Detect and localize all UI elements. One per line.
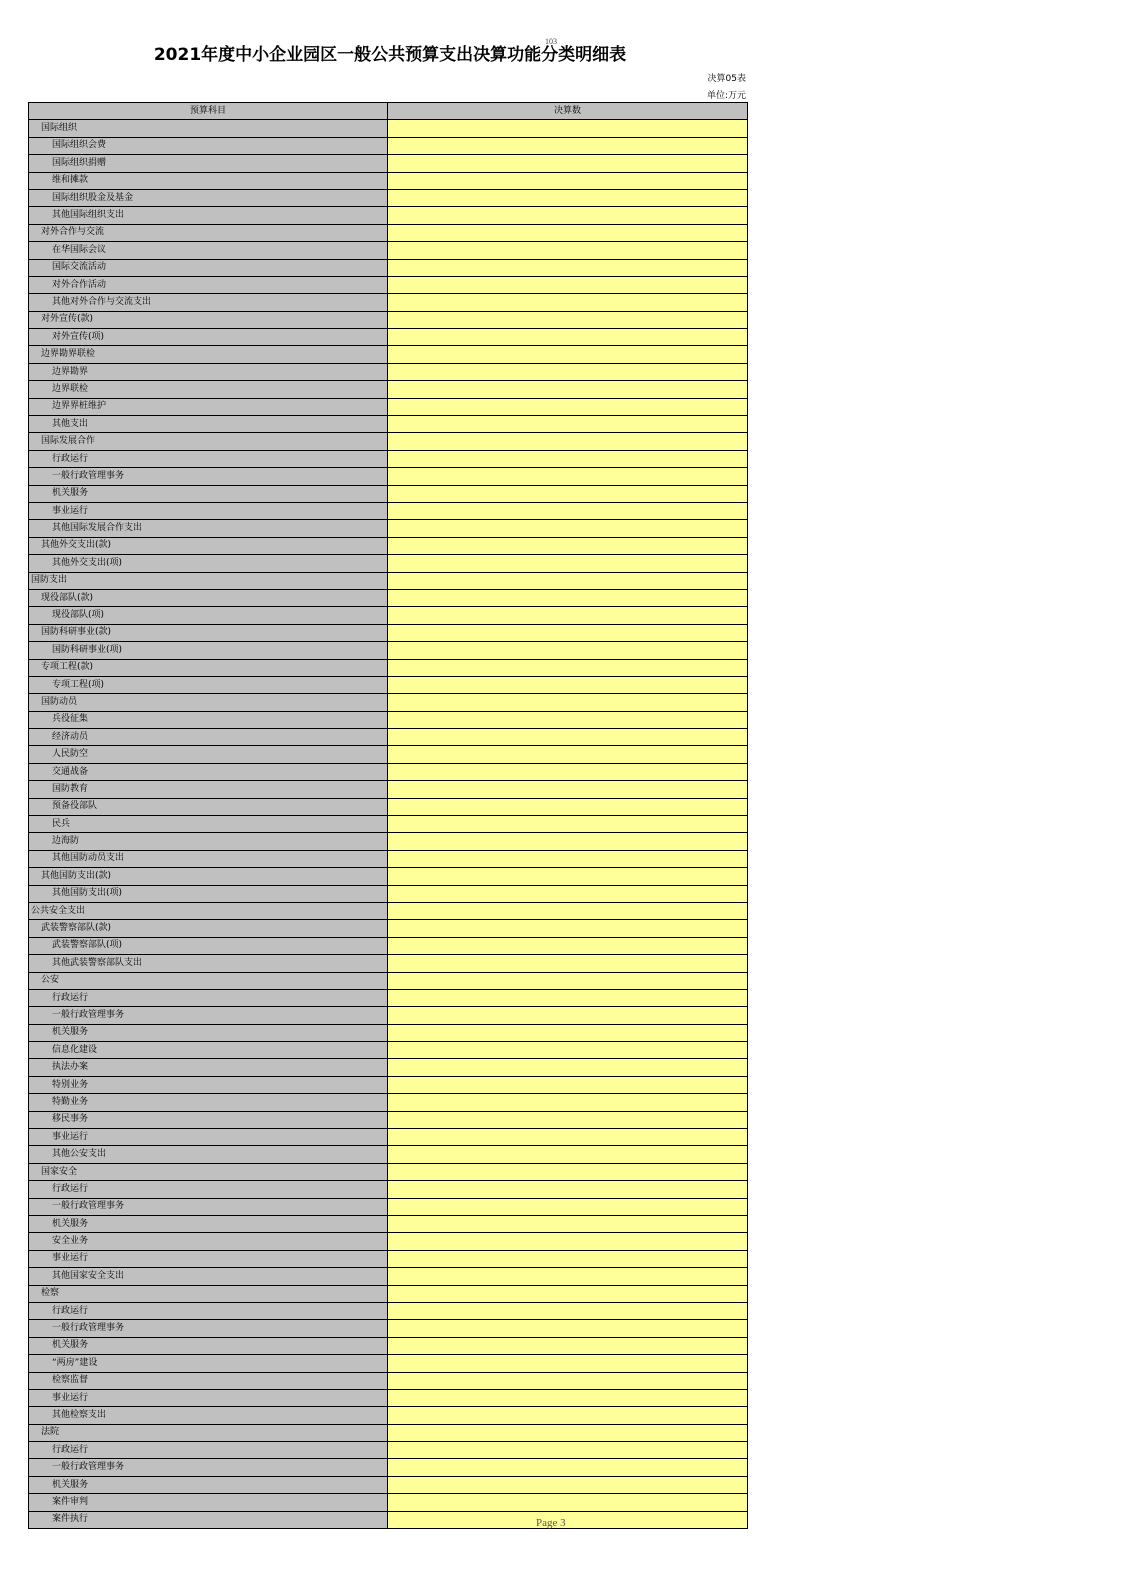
row-amount[interactable] [388, 346, 748, 363]
header-row [29, 103, 748, 120]
table-row [29, 137, 748, 154]
row-subject: 一般行政管理事务 [29, 1320, 388, 1337]
table-row [29, 659, 748, 676]
row-subject: 边界界桩维护 [29, 398, 388, 415]
row-subject: 对外合作活动 [29, 276, 388, 293]
table-row [29, 746, 748, 763]
table-row [29, 763, 748, 780]
row-subject: 一般行政管理事务 [29, 1459, 388, 1476]
table-row [29, 433, 748, 450]
table-row [29, 520, 748, 537]
table-row [29, 242, 748, 259]
row-subject: 其他武装警察部队支出 [29, 955, 388, 972]
row-subject: 武装警察部队(款) [29, 920, 388, 937]
row-amount[interactable] [388, 694, 748, 711]
row-subject: 国际组织 [29, 120, 388, 137]
table-row [29, 1111, 748, 1128]
table-row [29, 711, 748, 728]
row-subject: 对外宣传(款) [29, 311, 388, 328]
table-row [29, 224, 748, 241]
table-row [29, 1372, 748, 1389]
row-subject: 行政运行 [29, 989, 388, 1006]
row-amount[interactable] [388, 502, 748, 519]
row-amount[interactable] [388, 120, 748, 137]
row-amount[interactable] [388, 1233, 748, 1250]
row-subject: 边海防 [29, 833, 388, 850]
table-row [29, 346, 748, 363]
row-subject: 其他国防支出(款) [29, 868, 388, 885]
row-amount[interactable] [388, 972, 748, 989]
table-row [29, 502, 748, 519]
row-subject: 一般行政管理事务 [29, 1007, 388, 1024]
form-code: 决算05表 [707, 74, 746, 84]
row-subject: 维和摊款 [29, 172, 388, 189]
row-subject: 机关服务 [29, 1024, 388, 1041]
table-row [29, 1146, 748, 1163]
row-subject: 行政运行 [29, 1442, 388, 1459]
row-subject: 边界勘界 [29, 363, 388, 380]
row-subject: 执法办案 [29, 1059, 388, 1076]
table-row [29, 1424, 748, 1441]
row-subject: 检察监督 [29, 1372, 388, 1389]
row-amount[interactable] [388, 729, 748, 746]
table-row [29, 1233, 748, 1250]
title-tag: 103 [545, 37, 557, 46]
row-amount[interactable] [388, 1007, 748, 1024]
row-subject: 国际组织股金及基金 [29, 189, 388, 206]
row-amount[interactable] [388, 1302, 748, 1319]
table-row [29, 694, 748, 711]
table-row [29, 920, 748, 937]
table-row [29, 676, 748, 693]
row-amount[interactable] [388, 763, 748, 780]
row-amount[interactable] [388, 224, 748, 241]
table-row [29, 1076, 748, 1093]
table-body [29, 120, 748, 1529]
row-amount[interactable] [388, 520, 748, 537]
row-subject: “两房”建设 [29, 1355, 388, 1372]
row-subject: 专项工程(款) [29, 659, 388, 676]
row-amount[interactable] [388, 381, 748, 398]
row-amount[interactable] [388, 607, 748, 624]
row-amount[interactable] [388, 902, 748, 919]
table-row [29, 398, 748, 415]
page-footer: Page 3 [536, 1517, 566, 1529]
row-amount[interactable] [388, 1459, 748, 1476]
row-amount[interactable] [388, 868, 748, 885]
table-row [29, 1442, 748, 1459]
table-row [29, 1216, 748, 1233]
table-row [29, 1042, 748, 1059]
page-title: 2021年度中小企业园区一般公共预算支出决算功能分类明细表 [153, 45, 627, 65]
header-final-amount: 决算数 [388, 103, 748, 120]
row-amount[interactable] [388, 1424, 748, 1441]
table-row [29, 1007, 748, 1024]
row-subject: 事业运行 [29, 1129, 388, 1146]
table-row [29, 589, 748, 606]
table-row [29, 1129, 748, 1146]
row-amount[interactable] [388, 659, 748, 676]
row-subject: 行政运行 [29, 1302, 388, 1319]
table-row [29, 1285, 748, 1302]
row-amount[interactable] [388, 1355, 748, 1372]
row-subject: 预备役部队 [29, 798, 388, 815]
table-row [29, 781, 748, 798]
row-subject: 机关服务 [29, 485, 388, 502]
row-subject: 机关服务 [29, 1337, 388, 1354]
table-row [29, 172, 748, 189]
row-subject: 其他国防动员支出 [29, 850, 388, 867]
row-subject: 事业运行 [29, 1250, 388, 1267]
row-subject: 公安 [29, 972, 388, 989]
row-subject: 行政运行 [29, 1181, 388, 1198]
table-row [29, 885, 748, 902]
row-amount[interactable] [388, 259, 748, 276]
row-subject: 其他国防支出(项) [29, 885, 388, 902]
table-row [29, 276, 748, 293]
row-amount[interactable] [388, 537, 748, 554]
table-row [29, 1198, 748, 1215]
row-amount[interactable] [388, 816, 748, 833]
row-subject: 信息化建设 [29, 1042, 388, 1059]
row-subject: 国防科研事业(款) [29, 624, 388, 641]
row-amount[interactable] [388, 1146, 748, 1163]
row-subject: 现役部队(款) [29, 589, 388, 606]
row-amount[interactable] [388, 937, 748, 954]
table-row [29, 642, 748, 659]
row-subject: 事业运行 [29, 1389, 388, 1406]
table-row [29, 624, 748, 641]
row-subject: 专项工程(项) [29, 676, 388, 693]
row-subject: 法院 [29, 1424, 388, 1441]
row-amount[interactable] [388, 1389, 748, 1406]
table-row [29, 468, 748, 485]
row-subject: 国防教育 [29, 781, 388, 798]
row-subject: 机关服务 [29, 1476, 388, 1493]
row-subject: 国际组织会费 [29, 137, 388, 154]
row-subject: 国防科研事业(项) [29, 642, 388, 659]
row-amount[interactable] [388, 885, 748, 902]
table-row [29, 207, 748, 224]
row-amount[interactable] [388, 1442, 748, 1459]
row-amount[interactable] [388, 781, 748, 798]
table-row [29, 1407, 748, 1424]
row-amount[interactable] [388, 711, 748, 728]
row-amount[interactable] [388, 1111, 748, 1128]
table-row [29, 1337, 748, 1354]
row-subject: 机关服务 [29, 1216, 388, 1233]
table-row [29, 937, 748, 954]
table-row [29, 555, 748, 572]
row-amount[interactable] [388, 920, 748, 937]
row-subject: 国防动员 [29, 694, 388, 711]
row-subject: 其他公安支出 [29, 1146, 388, 1163]
row-subject: 其他国际发展合作支出 [29, 520, 388, 537]
row-subject: 对外合作与交流 [29, 224, 388, 241]
unit-label: 单位:万元 [706, 91, 746, 101]
table-row [29, 868, 748, 885]
row-amount[interactable] [388, 746, 748, 763]
table-row [29, 329, 748, 346]
row-amount[interactable] [388, 294, 748, 311]
row-amount[interactable] [388, 798, 748, 815]
row-amount[interactable] [388, 1216, 748, 1233]
row-amount[interactable] [388, 207, 748, 224]
table-row [29, 485, 748, 502]
row-amount[interactable] [388, 398, 748, 415]
row-amount[interactable] [388, 1181, 748, 1198]
table-row [29, 972, 748, 989]
row-amount[interactable] [388, 1337, 748, 1354]
table-row [29, 1389, 748, 1406]
row-amount[interactable] [388, 1407, 748, 1424]
row-subject: 行政运行 [29, 450, 388, 467]
row-subject: 交通战备 [29, 763, 388, 780]
row-amount[interactable] [388, 416, 748, 433]
row-amount[interactable] [388, 433, 748, 450]
row-amount[interactable] [388, 624, 748, 641]
row-amount[interactable] [388, 155, 748, 172]
row-amount[interactable] [388, 1511, 748, 1528]
row-amount[interactable] [388, 450, 748, 467]
row-amount[interactable] [388, 989, 748, 1006]
row-amount[interactable] [388, 555, 748, 572]
table-row [29, 450, 748, 467]
row-amount[interactable] [388, 572, 748, 589]
row-amount[interactable] [388, 242, 748, 259]
row-amount[interactable] [388, 1076, 748, 1093]
row-subject: 移民事务 [29, 1111, 388, 1128]
row-subject: 民兵 [29, 816, 388, 833]
row-subject: 在华国际会议 [29, 242, 388, 259]
table-row [29, 816, 748, 833]
table-row [29, 1476, 748, 1493]
table-row [29, 311, 748, 328]
row-subject: 其他外交支出(项) [29, 555, 388, 572]
table-row [29, 1024, 748, 1041]
table-row [29, 1250, 748, 1267]
row-subject: 兵役征集 [29, 711, 388, 728]
row-amount[interactable] [388, 1268, 748, 1285]
row-amount[interactable] [388, 850, 748, 867]
table-row [29, 363, 748, 380]
row-amount[interactable] [388, 1285, 748, 1302]
row-subject: 边界联检 [29, 381, 388, 398]
row-amount[interactable] [388, 485, 748, 502]
row-subject: 经济动员 [29, 729, 388, 746]
row-amount[interactable] [388, 1163, 748, 1180]
row-amount[interactable] [388, 1198, 748, 1215]
table-row [29, 833, 748, 850]
table-row [29, 1494, 748, 1511]
row-subject: 其他国家安全支出 [29, 1268, 388, 1285]
table-row [29, 607, 748, 624]
row-amount[interactable] [388, 1494, 748, 1511]
row-subject: 其他外交支出(款) [29, 537, 388, 554]
row-subject: 特勤业务 [29, 1094, 388, 1111]
table-row [29, 1268, 748, 1285]
table-row [29, 729, 748, 746]
table-row [29, 902, 748, 919]
row-subject: 人民防空 [29, 746, 388, 763]
table-row [29, 155, 748, 172]
row-amount[interactable] [388, 329, 748, 346]
table-row [29, 259, 748, 276]
row-amount[interactable] [388, 1024, 748, 1041]
row-amount[interactable] [388, 363, 748, 380]
row-amount[interactable] [388, 137, 748, 154]
row-subject: 公共安全支出 [29, 902, 388, 919]
table-row [29, 1320, 748, 1337]
table-row [29, 798, 748, 815]
table-row [29, 989, 748, 1006]
row-subject: 国际组织捐赠 [29, 155, 388, 172]
row-amount[interactable] [388, 1320, 748, 1337]
row-amount[interactable] [388, 1059, 748, 1076]
table-row [29, 1511, 748, 1528]
table-row [29, 1094, 748, 1111]
row-subject: 国防支出 [29, 572, 388, 589]
table-row [29, 1059, 748, 1076]
row-amount[interactable] [388, 468, 748, 485]
row-amount[interactable] [388, 676, 748, 693]
row-amount[interactable] [388, 172, 748, 189]
table-row [29, 294, 748, 311]
row-subject: 国家安全 [29, 1163, 388, 1180]
row-amount[interactable] [388, 189, 748, 206]
row-subject: 案件审判 [29, 1494, 388, 1511]
table-row [29, 1163, 748, 1180]
row-subject: 其他检察支出 [29, 1407, 388, 1424]
row-amount[interactable] [388, 833, 748, 850]
table-row [29, 1355, 748, 1372]
row-amount[interactable] [388, 1094, 748, 1111]
row-subject: 检察 [29, 1285, 388, 1302]
row-subject: 国际发展合作 [29, 433, 388, 450]
row-subject: 对外宣传(项) [29, 329, 388, 346]
row-amount[interactable] [388, 276, 748, 293]
row-subject: 其他支出 [29, 416, 388, 433]
table-row [29, 1181, 748, 1198]
row-amount[interactable] [388, 311, 748, 328]
row-subject: 现役部队(项) [29, 607, 388, 624]
row-subject: 一般行政管理事务 [29, 468, 388, 485]
table-row [29, 381, 748, 398]
row-amount[interactable] [388, 642, 748, 659]
row-subject: 其他国际组织支出 [29, 207, 388, 224]
row-subject: 国际交流活动 [29, 259, 388, 276]
row-subject: 武装警察部队(项) [29, 937, 388, 954]
table-row [29, 537, 748, 554]
budget-table [28, 102, 748, 1529]
row-amount[interactable] [388, 1129, 748, 1146]
row-subject: 一般行政管理事务 [29, 1198, 388, 1215]
row-subject: 其他对外合作与交流支出 [29, 294, 388, 311]
row-amount[interactable] [388, 1250, 748, 1267]
table-row [29, 1459, 748, 1476]
row-subject: 事业运行 [29, 502, 388, 519]
row-subject: 案件执行 [29, 1511, 388, 1528]
row-amount[interactable] [388, 1476, 748, 1493]
table-row [29, 416, 748, 433]
row-amount[interactable] [388, 1372, 748, 1389]
row-amount[interactable] [388, 955, 748, 972]
table-row [29, 850, 748, 867]
table-row [29, 955, 748, 972]
row-subject: 边界勘界联检 [29, 346, 388, 363]
table-row [29, 572, 748, 589]
table-row [29, 120, 748, 137]
row-subject: 特别业务 [29, 1076, 388, 1093]
table-row [29, 189, 748, 206]
table-row [29, 1302, 748, 1319]
row-amount[interactable] [388, 1042, 748, 1059]
row-subject: 安全业务 [29, 1233, 388, 1250]
header-budget-subject: 预算科目 [29, 103, 388, 120]
row-amount[interactable] [388, 589, 748, 606]
